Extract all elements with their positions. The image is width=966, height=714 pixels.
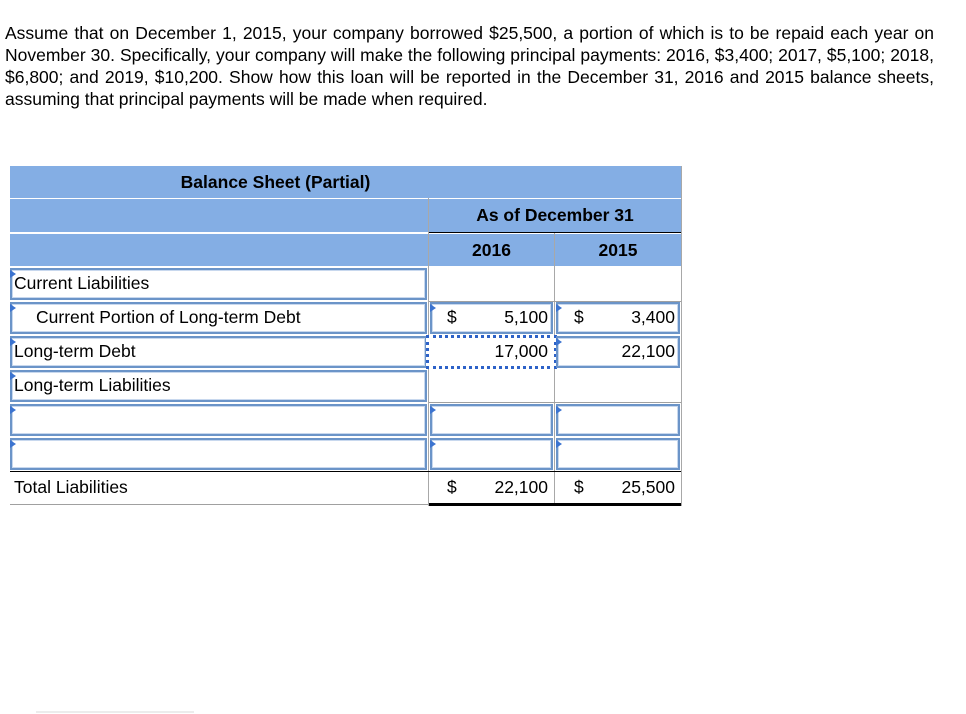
col-separator-2 [554, 233, 555, 506]
value-2016-current-portion: 5,100 [504, 307, 548, 327]
dropdown-marker-icon [430, 440, 436, 448]
col-header-2015: 2015 [555, 234, 681, 266]
input-2015-row-6[interactable] [556, 438, 680, 470]
input-2016-row-5[interactable] [430, 404, 553, 436]
dropdown-marker-icon [556, 440, 562, 448]
total-2016: 22,100 [494, 477, 548, 497]
header-row-2-left [10, 199, 428, 232]
value-2015-current-portion: 3,400 [631, 307, 675, 327]
header-row-3-left [10, 234, 428, 266]
row-label-total-liabilities: Total Liabilities [14, 477, 128, 497]
row-line-4 [429, 402, 681, 403]
input-2015-row-5[interactable] [556, 404, 680, 436]
dropdown-marker-icon [430, 406, 436, 414]
value-2015-long-term-debt: 22,100 [621, 341, 675, 361]
row-label-current-portion: Current Portion of Long-term Debt [36, 307, 301, 327]
header-divider [429, 232, 681, 233]
question-text: Assume that on December 1, 2015, your company borrowed $25,500, a portion of which is to be repaid each year on November 30. Specifically, your company will make the following principal payments: 2016, $3,400; 2017, $5,100; 2018, $6,800; and 2019, $10,200. Show how this loan will be reported in the December 31, 2016 and 2015 balance sheets, assuming that principal payments will be made when required. [5, 23, 934, 109]
dropdown-marker-icon [10, 304, 16, 312]
dropdown-marker-icon [430, 304, 436, 312]
input-2016-row-6[interactable] [430, 438, 553, 470]
value-2016-long-term-debt: 17,000 [494, 341, 548, 361]
total-bottom-line [10, 504, 428, 505]
col-separator-3 [681, 166, 682, 506]
dollar-sign: $ [574, 307, 584, 327]
dollar-sign: $ [447, 477, 457, 497]
row-label-input-6[interactable] [10, 438, 427, 470]
dollar-sign: $ [447, 307, 457, 327]
dropdown-marker-icon [10, 406, 16, 414]
row-label-long-term-debt: Long-term Debt [14, 341, 136, 361]
dollar-sign: $ [574, 477, 584, 497]
row-label-input-5[interactable] [10, 404, 427, 436]
col-header-2016: 2016 [429, 234, 554, 266]
scroll-indicator [36, 711, 194, 713]
total-double-underline [429, 503, 681, 506]
table-title: Balance Sheet (Partial) [10, 166, 681, 198]
row-label-current-liabilities: Current Liabilities [14, 273, 150, 293]
as-of-header: As of December 31 [429, 199, 681, 232]
dropdown-marker-icon [10, 440, 16, 448]
dropdown-marker-icon [556, 406, 562, 414]
total-2015: 25,500 [621, 477, 675, 497]
dropdown-marker-icon [556, 304, 562, 312]
row-label-long-term-liabilities: Long-term Liabilities [14, 375, 171, 395]
total-top-line [10, 471, 681, 472]
dropdown-marker-icon [556, 338, 562, 346]
